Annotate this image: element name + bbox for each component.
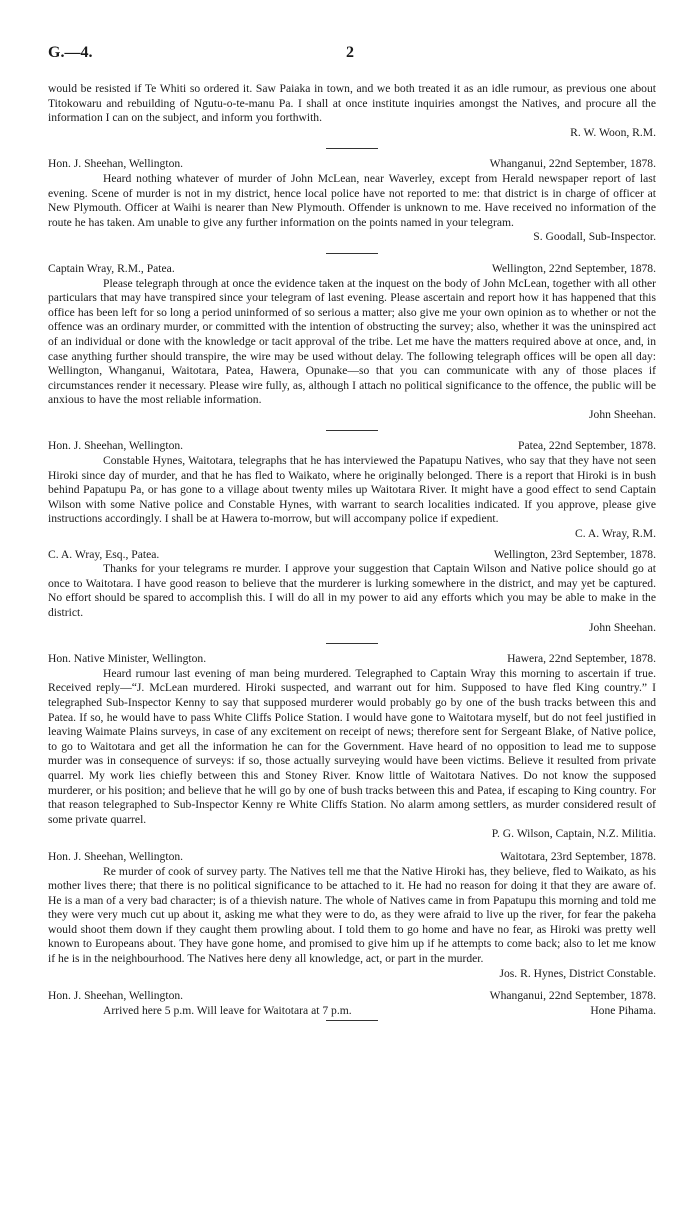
place-date: Wellington, 22nd September, 1878. [491,261,656,275]
telegram-heading [48,989,656,1004]
telegram-body: Thanks for your telegrams re murder. I approve your suggestion that Captain Wilson and Native police should go at once to Waitotara. I have good reason to believe that the murderer is lurking somewhere in the district, and may yet be captured. No effort should be spared to accomplish this. I will do all in my power to aid any efforts which you may be able to make in the district. [48,562,656,619]
telegram-block [48,548,656,636]
divider [326,253,378,254]
divider [326,148,378,149]
place-date: Hawera, 22nd September, 1878. [507,652,656,666]
recipient: Hon. J. Sheehan, Wellington. [48,157,184,171]
telegram-heading [48,850,656,865]
document-code: G.—4. [48,44,93,61]
telegram-signature: John Sheehan. [589,407,656,421]
telegram-heading [48,439,656,454]
telegram-body: Re murder of cook of survey party. The Natives tell me that the Native Hiroki has, they believe, fled to Waikato, as his mother lives there; that there is no political significance to be attached to it. He had no reason for doing it that they are aware of. He is a man of a very bad character; is of a thievish nature. The whole of Natives came in from Papatupu this morning and told me they were very much cut up about it, asking me what they were to do, as they were afraid to live up the river, for fear the pakeha would shoot them down if they caught them prowling about. I told them to go home and have no fear, as Hiroki was pretty well known to Europeans about. They have gone home, and promised to give him up if he attempts to come back; also to let me know if he is in the neighbourhood. The Natives here deny all knowledge, act, or part in the murder. [48,864,656,966]
recipient: Captain Wray, R.M., Patea. [48,261,175,275]
telegram-signature: Jos. R. Hynes, District Constable. [499,966,656,980]
telegram-final-line [48,1004,656,1019]
telegram-signature: Hone Pihama. [590,1003,656,1017]
telegram-block [48,262,656,423]
telegram-block [48,439,656,541]
telegram-block [48,652,656,842]
telegram-heading [48,157,656,172]
telegram-body: Constable Hynes, Waitotara, telegraphs that he has interviewed the Papatupu Natives, who say that they have not seen Hiroki since day of murder, and that he has fled to Waikato, where he originally belonged. There is a report that Hiroki is in bush behind Papatupu Pa, or has gone to a village about twenty miles up Waitotara River. It might have a good effect to send Captain Wilson with some Native police and Constable Hynes, with warrant to search localities indicated. If you approve, please give instructions accordingly. I shall be at Hawera to-morrow, but will accompany police if expedient. [48,454,656,526]
telegram-body: Please telegraph through at once the evidence taken at the inquest on the body of John McLean, together with all other particulars that may have transpired since your telegram of last evening. Please ascertain and report how it has happened that this office has been left for so long a period uninformed of so serious a matter; also give me your own opinion as to whether or not the offence was an ordinary murder, or committed with the intention of obstructing the survey; also, whether it was the uninspired act of an individual or done with the knowledge or tacit approval of the tribe. Let me have the matters required above at once, and, in case anything further should transpire, the wire may be used without delay. The following telegraph offices will be open all day: Wellington, Whanganui, Waitotara, Patea, Hawera, Opunake—so that you can communicate with any of those places if circumstances render it necessary. Please wire fully, as, although I attach no political significance to the offence, the public will be anxious to have the most reliable information. [48,276,656,407]
intro-block [48,82,656,140]
divider [326,643,378,644]
telegram-heading [48,262,656,277]
telegram-signature: C. A. Wray, R.M. [574,527,656,541]
telegram-signature: John Sheehan. [589,620,656,634]
recipient: Hon. J. Sheehan, Wellington. [48,849,184,863]
telegram-signature: S. Goodall, Sub-Inspector. [533,230,656,244]
place-date: Whanganui, 22nd September, 1878. [489,989,656,1003]
telegram-block [48,850,656,981]
telegram-heading [48,548,656,563]
telegram-block [48,989,656,1018]
page-number: 2 [346,44,354,61]
recipient: Hon. J. Sheehan, Wellington. [48,989,184,1003]
telegram-body: Heard rumour last evening of man being murdered. Telegraphed to Captain Wray this morning to ascertain if true. Received reply—“J. McLean murdered. Hiroki suspected, and warrant out for him. Supposed to have fled King country.” I telegraphed Sub-Inspector Kenny to say that supposed murderer would probably go by one of the bush tracks between this and Patea. If so, he would have to pass White Cliffs Police Station. I would have gone to Waitotara myself, but do not feel justified in leaving Waimate Plains surveys, in case of any excitement on receipt of news; therefore sent for Sergeant Blake, of Native police, to go to Waitotara and get all the information he can for the Government. Have heard of no opposition to lead me to suppose murder was in consequence of surveys: if so, those actually surveying would have been victims. Believe it resulted from private quarrel. My work lies chiefly between this and Stoney River. Know little of Waitotara Natives. Do not know the supposed murderer, or his position; and believe that he will go by one of bush tracks between this and Patea, if escaping to King country. For that reason telegraphed to Sub-Inspector Kenny re White Cliffs Station. No alarm among settlers, as murder considered result of some private quarrel. [48,666,656,826]
recipient: C. A. Wray, Esq., Patea. [48,547,160,561]
place-date: Whanganui, 22nd September, 1878. [489,157,656,171]
recipient: Hon. Native Minister, Wellington. [48,652,207,666]
telegram-signature: P. G. Wilson, Captain, N.Z. Militia. [491,827,656,841]
telegram-body: Heard nothing whatever of murder of John McLean, near Waverley, except from Herald newspaper report of last evening. Scene of murder is not in my district, hence local police have not reported to me: that district is in charge of officer at New Plymouth. Officer at Waihi is nearer than New Plymouth. Offender is unknown to me. Have received no information of the route he has taken. Am unable to give any further information on the points named in your telegram. [48,171,656,229]
recipient: Hon. J. Sheehan, Wellington. [48,439,184,453]
telegram-heading [48,652,656,667]
intro-signature: R. W. Woon, R.M. [570,125,656,139]
divider [326,430,378,431]
place-date: Patea, 22nd September, 1878. [518,439,656,453]
place-date: Waitotara, 23rd September, 1878. [500,849,656,863]
place-date: Wellington, 23rd September, 1878. [493,547,656,561]
page-content [48,82,656,1029]
telegram-body: Arrived here 5 p.m. Will leave for Waitotara at 7 p.m. [103,1003,352,1017]
divider [326,1020,378,1021]
page-header [48,44,652,68]
telegram-block [48,157,656,245]
intro-body: would be resisted if Te Whiti so ordered it. Saw Paiaka in town, and we both treated it as an idle rumour, as previous one about Titokowaru and rebuilding of Ngutu-o-te-manu Pa. I shall at once institute inquiries amongst the Natives, and procure all the information I can on the subject, and inform you forthwith. [48,82,656,125]
